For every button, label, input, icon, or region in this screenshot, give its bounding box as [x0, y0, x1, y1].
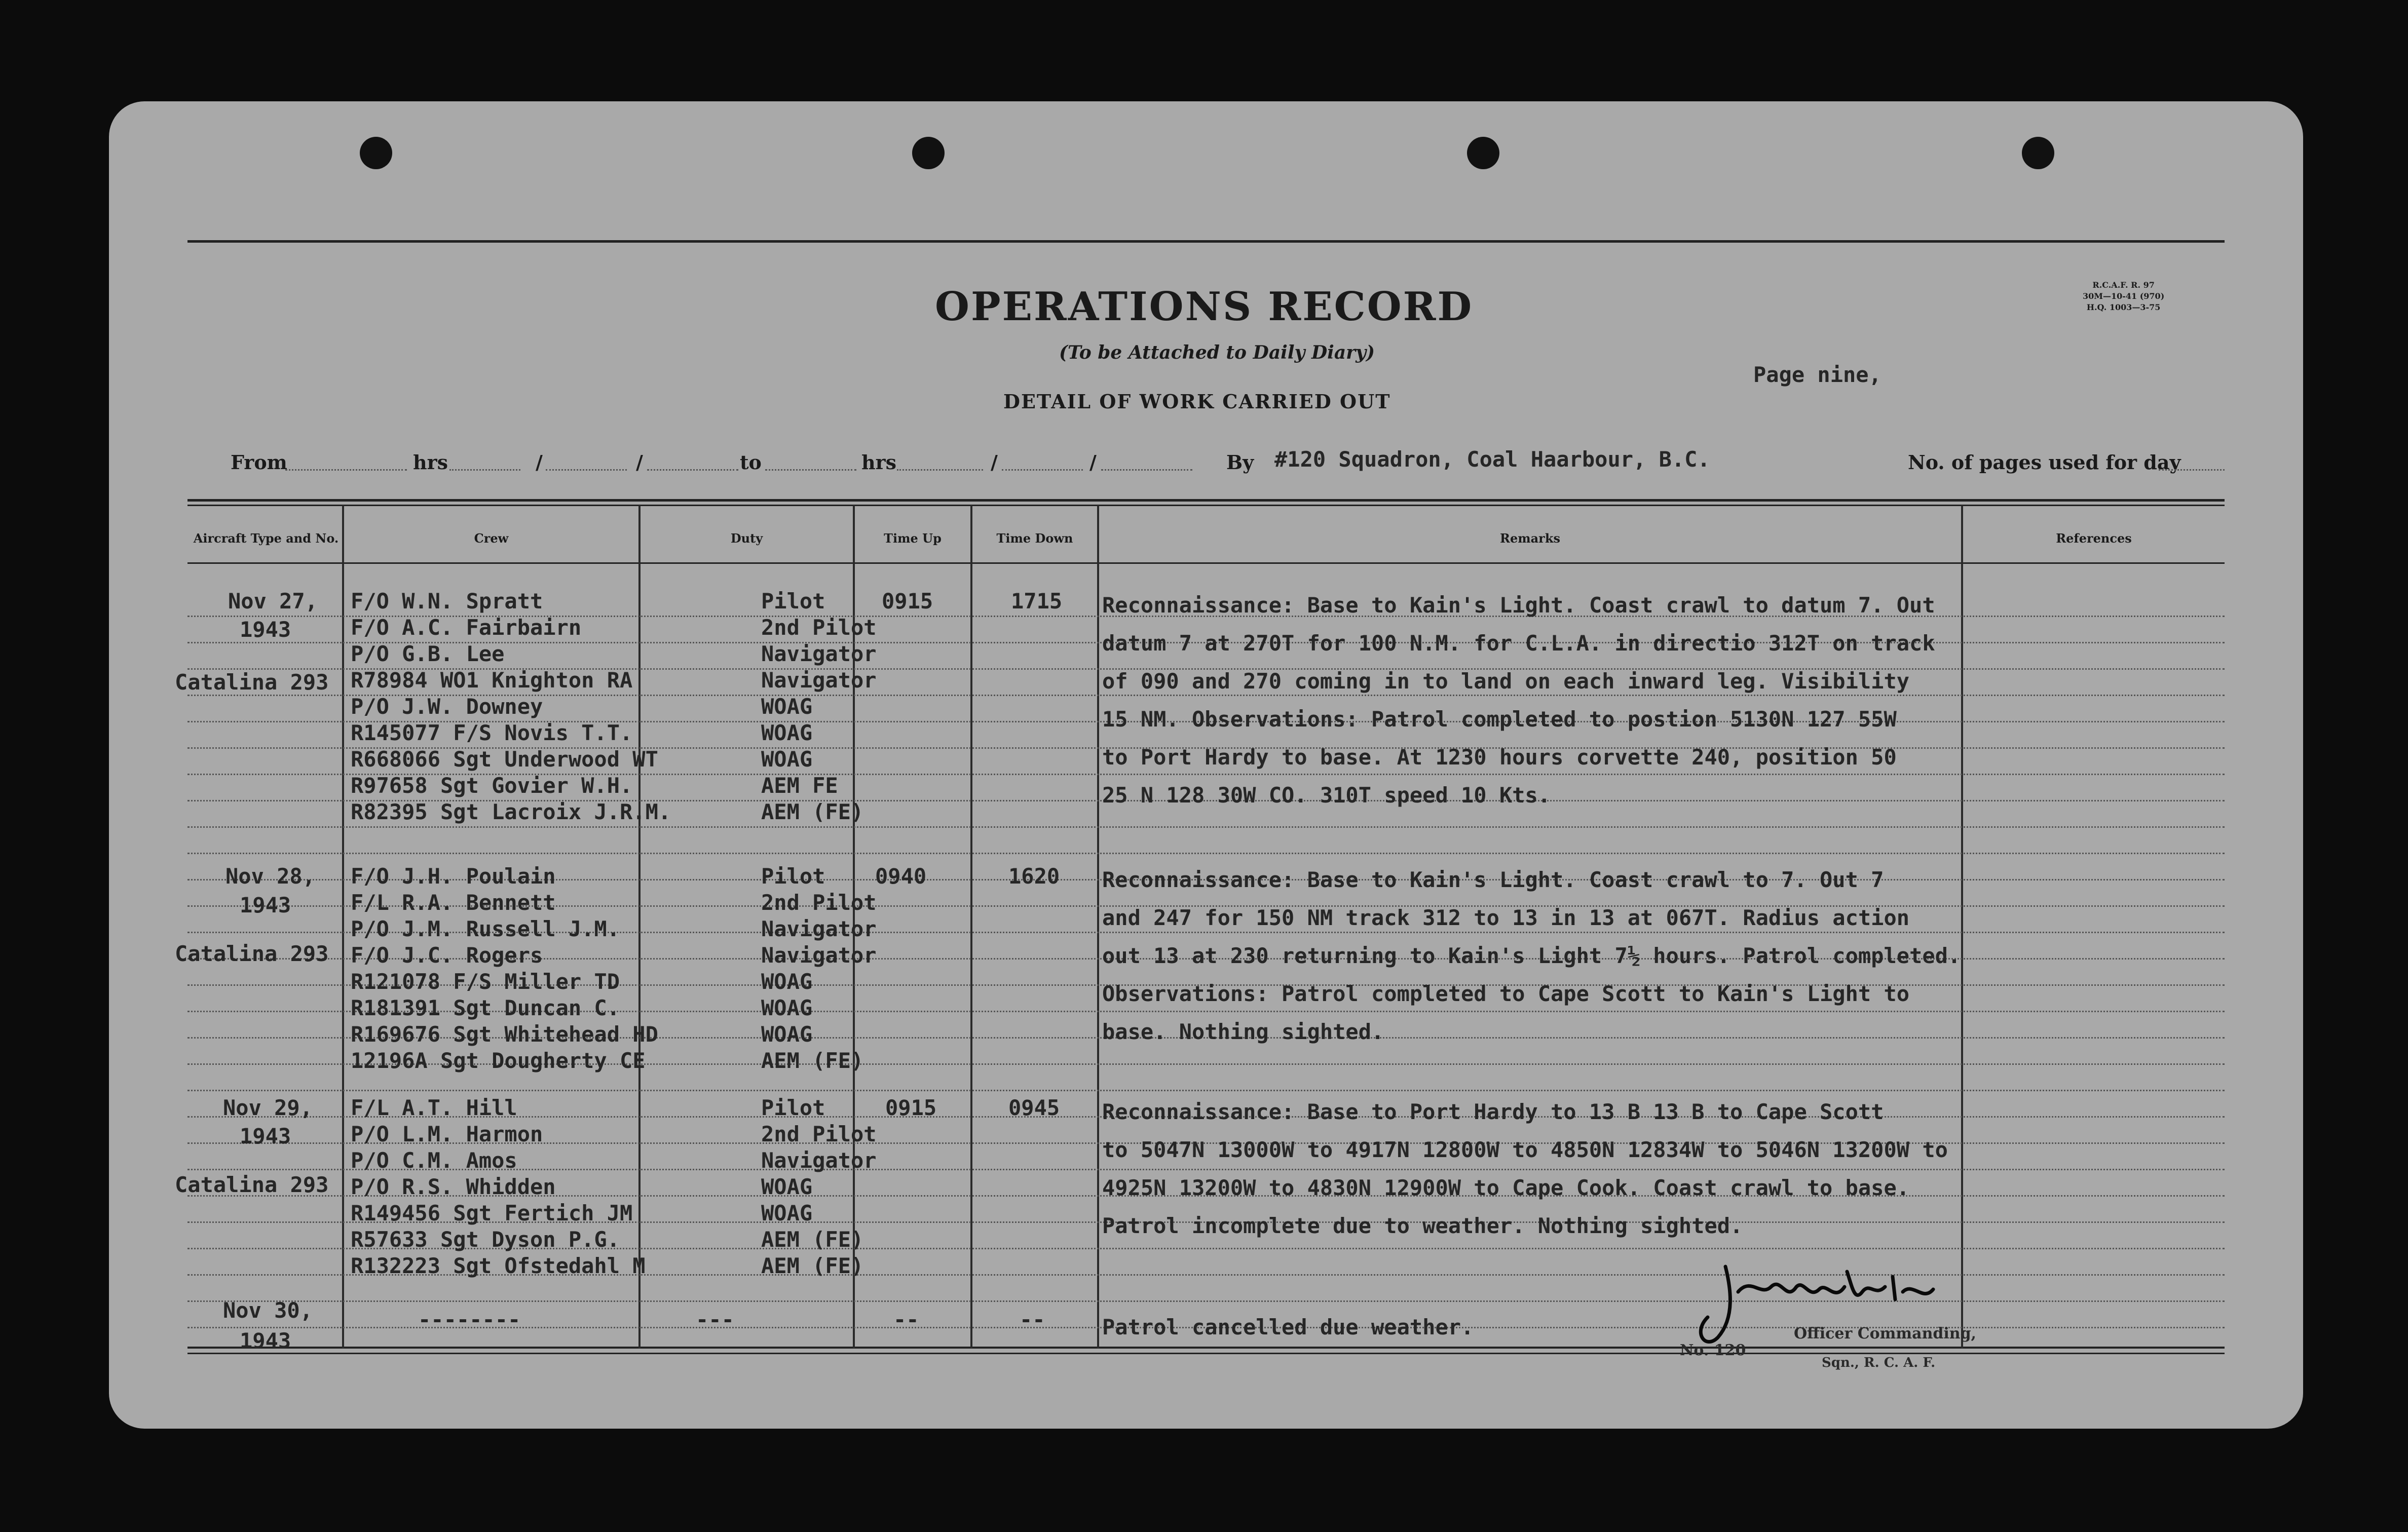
crew-duty: WOAG: [761, 969, 813, 994]
fill-line: [647, 469, 738, 471]
crew-duty: Navigator: [761, 943, 877, 968]
crew-member: F/O J.H. Poulain: [351, 864, 556, 889]
crew-member: R668066 Sgt Underwood WT: [351, 747, 658, 772]
remark-line: out 13 at 230 returning to Kain's Light 7½ hours. Patrol completed.: [1102, 943, 1961, 968]
crew-dash: --------: [418, 1307, 521, 1332]
crew-duty: 2nd Pilot: [761, 1122, 877, 1146]
time-down: 1620: [1008, 864, 1060, 889]
crew-member: 12196A Sgt Dougherty CE: [351, 1048, 646, 1073]
entry-year: 1943: [240, 617, 291, 642]
date-slash: /: [1089, 451, 1097, 474]
crew-member: P/O L.M. Harmon: [351, 1122, 543, 1146]
remark-line: of 090 and 270 coming in to land on each inward leg. Visibility: [1102, 669, 1910, 694]
crew-member: P/O G.B. Lee: [351, 641, 505, 666]
crew-duty: WOAG: [761, 1022, 813, 1047]
fill-line: [1101, 469, 1192, 471]
crew-duty: WOAG: [761, 747, 813, 772]
form-ref-line: H.Q. 1003—3-75: [2086, 302, 2161, 312]
crew-member: R132223 Sgt Ofstedahl M: [351, 1253, 646, 1278]
entry-date: Nov 27,: [228, 589, 318, 614]
punch-hole: [2022, 137, 2054, 169]
entry-year: 1943: [240, 1328, 291, 1353]
crew-member: F/O A.C. Fairbairn: [351, 615, 582, 640]
pages-used-label: No. of pages used for day: [1908, 451, 2181, 474]
time-down-dash: --: [1020, 1307, 1045, 1332]
column-header-references: References: [2056, 531, 2132, 546]
crew-member: R121078 F/S Miller TD: [351, 969, 620, 994]
crew-duty: WOAG: [761, 1174, 813, 1199]
entry-date: Nov 30,: [223, 1298, 313, 1323]
form-ref-line: 30M—10-41 (970): [2083, 291, 2165, 301]
crew-duty: WOAG: [761, 1201, 813, 1225]
page-number: Page nine,: [1753, 362, 1882, 387]
form-reference: [2083, 280, 2164, 313]
remark-line: to Port Hardy to base. At 1230 hours corvette 240, position 50: [1102, 745, 1897, 770]
remark-line: Patrol cancelled due weather.: [1102, 1315, 1474, 1339]
crew-duty: Navigator: [761, 916, 877, 941]
column-header-aircraft: Aircraft Type and No.: [193, 531, 339, 546]
crew-duty: Navigator: [761, 668, 877, 693]
squadron-number: No. 120: [1680, 1342, 1746, 1359]
crew-duty: 2nd Pilot: [761, 890, 877, 915]
fill-line: [1002, 469, 1083, 471]
fill-line: [546, 469, 627, 471]
crew-duty: AEM (FE): [761, 1253, 864, 1278]
unit-name: #120 Squadron, Coal Haarbour, B.C.: [1274, 447, 1710, 472]
by-label: By: [1226, 451, 1254, 474]
crew-duty: WOAG: [761, 694, 813, 719]
row-rule: [187, 1090, 2225, 1091]
remark-line: datum 7 at 270T for 100 N.M. for C.L.A. in directio 312T on track: [1102, 631, 1935, 656]
crew-member: R169676 Sgt Whitehead HD: [351, 1022, 658, 1047]
remark-line: Observations: Patrol completed to Cape Scott to Kain's Light to: [1102, 981, 1910, 1006]
table-top-rule: [187, 499, 2225, 502]
crew-member: P/O J.M. Russell J.M.: [351, 916, 620, 941]
crew-duty: Navigator: [761, 1148, 877, 1173]
crew-member: P/O C.M. Amos: [351, 1148, 517, 1173]
crew-duty: WOAG: [761, 720, 813, 745]
time-up: 0915: [882, 589, 933, 614]
table-bottom-rule: [187, 1353, 2225, 1354]
remark-line: 25 N 128 30W CO. 310T speed 10 Kts.: [1102, 783, 1551, 808]
column-header-time-up: Time Up: [884, 531, 942, 546]
crew-member: P/O R.S. Whidden: [351, 1174, 556, 1199]
remark-line: Reconnaissance: Base to Kain's Light. Coast crawl to 7. Out 7: [1102, 867, 1884, 892]
crew-member: R181391 Sgt Duncan C.: [351, 995, 620, 1020]
crew-duty: AEM (FE): [761, 799, 864, 824]
remark-line: Reconnaissance: Base to Kain's Light. Coast crawl to datum 7. Out: [1102, 593, 1935, 618]
column-header-crew: Crew: [474, 531, 509, 546]
crew-member: R149456 Sgt Fertich JM: [351, 1201, 633, 1225]
remark-line: Patrol incomplete due to weather. Nothing sighted.: [1102, 1213, 1743, 1238]
time-up-dash: --: [893, 1307, 919, 1332]
crew-duty: 2nd Pilot: [761, 615, 877, 640]
entry-date: Nov 29,: [223, 1095, 313, 1120]
remark-line: to 5047N 13000W to 4917N 12800W to 4850N 12834W to 5046N 13200W to: [1102, 1137, 1948, 1162]
crew-duty: WOAG: [761, 995, 813, 1020]
from-label: From: [231, 451, 287, 474]
crew-member: F/L R.A. Bennett: [351, 890, 556, 915]
column-header-time-down: Time Down: [996, 531, 1073, 546]
page-title: OPERATIONS RECORD: [935, 284, 1474, 330]
to-label: to: [740, 451, 762, 474]
crew-member: F/O W.N. Spratt: [351, 589, 543, 614]
crew-duty: Pilot: [761, 864, 825, 889]
hrs-label: hrs: [413, 451, 448, 474]
remark-line: Reconnaissance: Base to Port Hardy to 13 B 13 B to Cape Scott: [1102, 1099, 1884, 1124]
remark-line: 4925N 13200W to 4830N 12900W to Cape Cook. Coast crawl to base.: [1102, 1175, 1910, 1200]
remark-line: base. Nothing sighted.: [1102, 1019, 1384, 1044]
crew-duty: Navigator: [761, 641, 877, 666]
crew-member: R78984 WO1 Knighton RA: [351, 668, 633, 693]
entry-aircraft: Catalina 293: [175, 941, 329, 966]
duty-dash: ---: [696, 1307, 734, 1332]
crew-member: R57633 Sgt Dyson P.G.: [351, 1227, 620, 1252]
top-rule: [187, 240, 2225, 243]
entry-year: 1943: [240, 1124, 291, 1148]
time-up: 0940: [875, 864, 927, 889]
crew-duty: AEM (FE): [761, 1048, 864, 1073]
column-header-remarks: Remarks: [1500, 531, 1560, 546]
crew-duty: AEM (FE): [761, 1227, 864, 1252]
date-slash: /: [536, 451, 543, 474]
fill-line: [285, 469, 407, 471]
remark-line: and 247 for 150 NM track 312 to 13 in 13 at 067T. Radius action: [1102, 905, 1910, 930]
punch-hole: [912, 137, 945, 169]
crew-member: R97658 Sgt Govier W.H.: [351, 773, 633, 798]
header-bottom-rule: [187, 562, 2225, 564]
record-card: [109, 101, 2303, 1429]
remark-line: 15 NM. Observations: Patrol completed to postion 5130N 127 55W: [1102, 707, 1897, 732]
column-header-duty: Duty: [730, 531, 763, 546]
row-rule: [187, 826, 2225, 828]
page-subtitle: (To be Attached to Daily Diary): [1059, 342, 1375, 363]
hrs-label: hrs: [861, 451, 897, 474]
fill-line: [897, 469, 983, 471]
squadron-label: Sqn., R. C. A. F.: [1822, 1355, 1936, 1370]
crew-member: P/O J.W. Downey: [351, 694, 543, 719]
form-ref-line: R.C.A.F. R. 97: [2092, 280, 2155, 290]
time-up: 0915: [885, 1095, 937, 1120]
punch-hole: [360, 137, 392, 169]
entry-aircraft: Catalina 293: [175, 670, 329, 695]
fill-line: [765, 469, 856, 471]
crew-duty: Pilot: [761, 589, 825, 614]
crew-duty: AEM FE: [761, 773, 838, 798]
detail-heading: DETAIL OF WORK CARRIED OUT: [1003, 390, 1391, 413]
entry-year: 1943: [240, 893, 291, 917]
crew-member: F/L A.T. Hill: [351, 1095, 517, 1120]
crew-member: F/O J.C. Rogers: [351, 943, 543, 968]
fill-line: [2159, 469, 2225, 471]
date-slash: /: [636, 451, 643, 474]
time-down: 1715: [1011, 589, 1063, 614]
crew-member: R82395 Sgt Lacroix J.R.M.: [351, 799, 671, 824]
date-slash: /: [991, 451, 998, 474]
officer-title: Officer Commanding,: [1794, 1325, 1976, 1343]
crew-duty: Pilot: [761, 1095, 825, 1120]
fill-line: [449, 469, 520, 471]
time-down: 0945: [1008, 1095, 1060, 1120]
punch-hole: [1467, 137, 1499, 169]
entry-aircraft: Catalina 293: [175, 1172, 329, 1197]
crew-member: R145077 F/S Novis T.T.: [351, 720, 633, 745]
row-rule: [187, 853, 2225, 854]
table-top-rule: [187, 505, 2225, 506]
entry-date: Nov 28,: [225, 864, 316, 889]
